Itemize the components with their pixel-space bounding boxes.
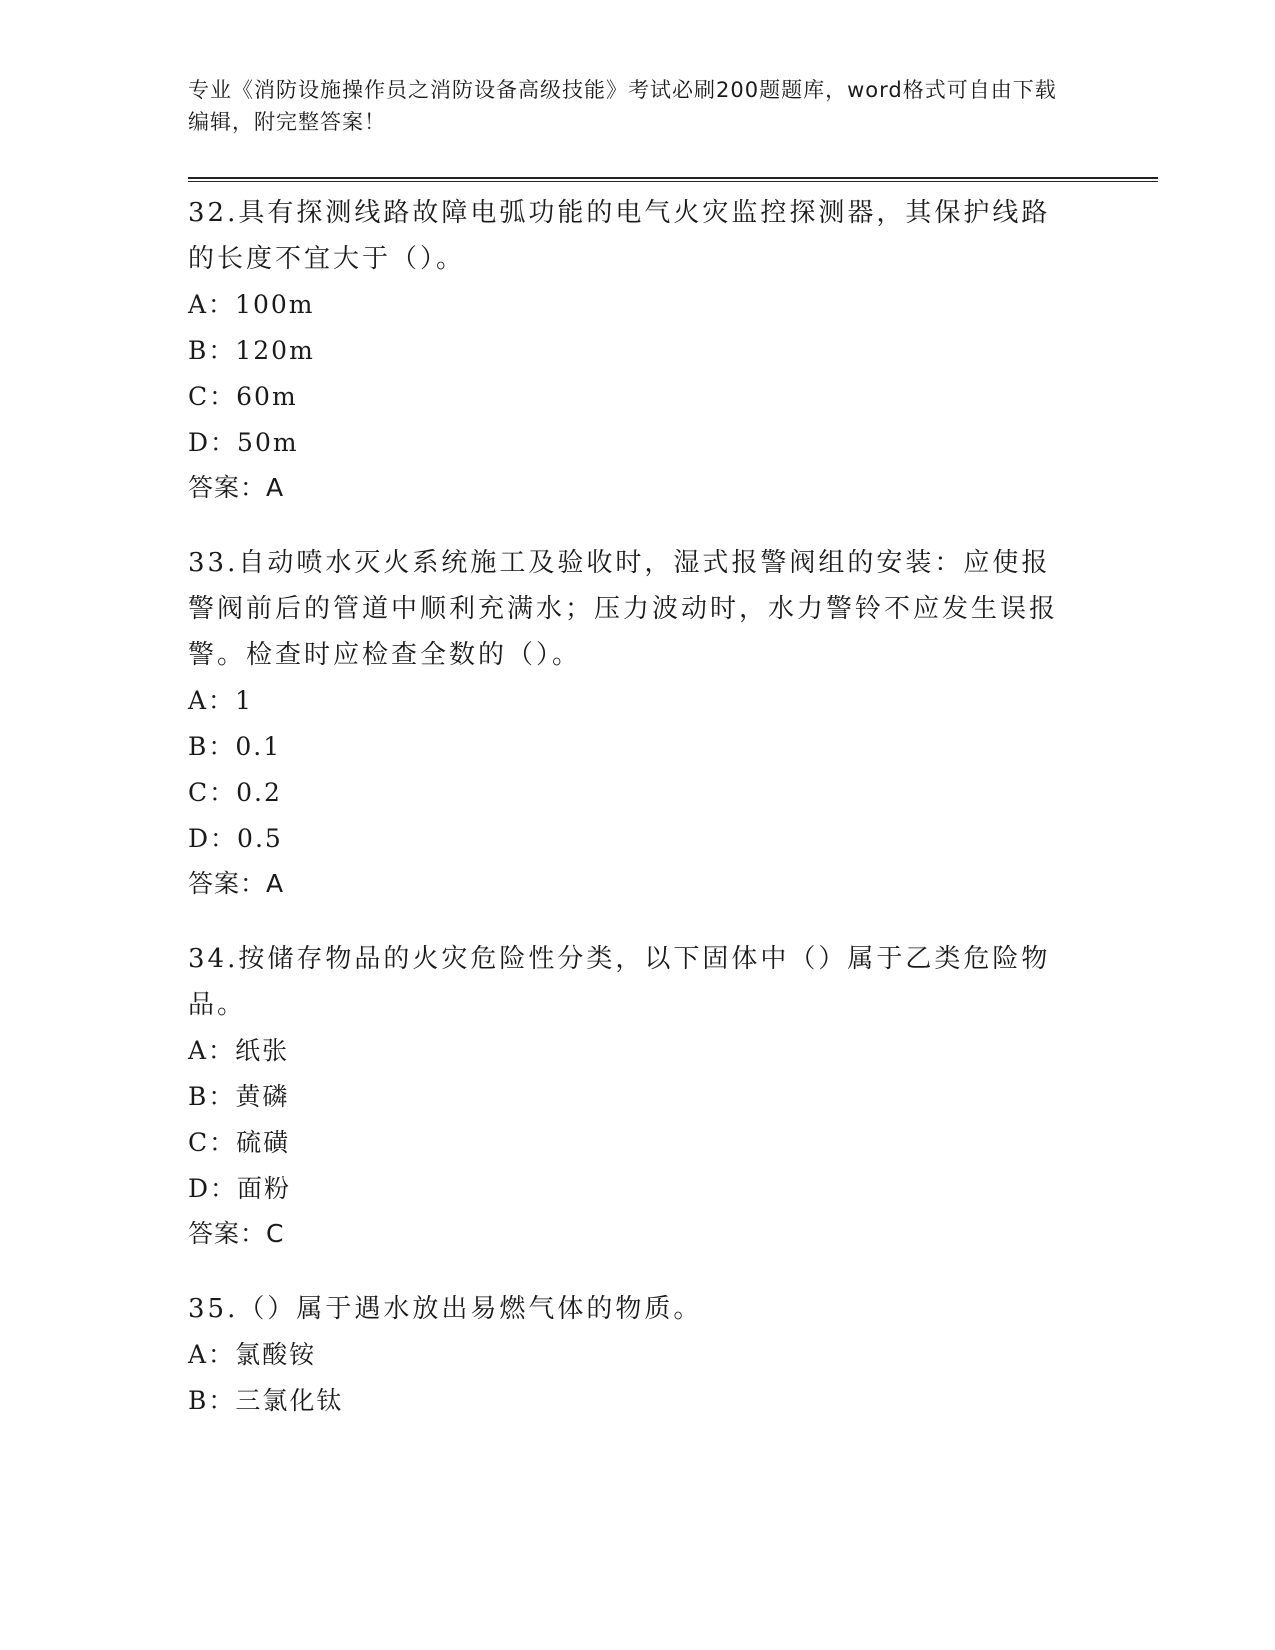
answer: 答案：C <box>188 1219 285 1248</box>
option-a <box>188 678 1088 724</box>
header-divider <box>188 177 1158 182</box>
option-key: B： <box>188 1386 236 1415</box>
question-list <box>188 190 1088 1454</box>
option-a <box>188 1028 1088 1074</box>
option-key: C： <box>188 382 237 411</box>
option-text: 面粉 <box>237 1174 292 1203</box>
option-c <box>188 374 1088 420</box>
option-text: 硫磺 <box>236 1128 291 1157</box>
option-text: 0.2 <box>236 778 282 807</box>
option-key: A： <box>188 290 236 319</box>
question-35 <box>188 1286 1088 1424</box>
option-c <box>188 1120 1088 1166</box>
option-key: C： <box>188 778 237 807</box>
option-text: 三氯化钛 <box>235 1386 344 1415</box>
option-d <box>188 420 1088 466</box>
option-key: C： <box>188 1128 237 1157</box>
answer: 答案：A <box>188 473 285 502</box>
option-key: A： <box>188 1340 236 1369</box>
option-text: 60m <box>236 382 298 411</box>
option-text: 氯酸铵 <box>235 1340 317 1369</box>
option-text: 120m <box>235 336 315 365</box>
question-32 <box>188 190 1088 510</box>
option-b <box>188 1378 1088 1424</box>
question-stem: 33.自动喷水灭火系统施工及验收时，湿式报警阀组的安装：应使报警阀前后的管道中顺利充满水；压力波动时，水力警铃不应发生误报警。检查时应检查全数的（）。 <box>188 548 1059 670</box>
question-34 <box>188 936 1088 1256</box>
option-key: A： <box>188 686 236 715</box>
question-stem: 32.具有探测线路故障电弧功能的电气火灾监控探测器，其保护线路的长度不宜大于（）。 <box>188 198 1051 274</box>
question-stem: 34.按储存物品的火灾危险性分类，以下固体中（）属于乙类危险物品。 <box>188 944 1051 1020</box>
question-33 <box>188 540 1088 906</box>
option-d <box>188 816 1088 862</box>
option-key: B： <box>188 732 236 761</box>
option-key: B： <box>188 336 236 365</box>
option-key: A： <box>188 1036 236 1065</box>
option-key: D： <box>188 428 238 457</box>
option-b <box>188 724 1088 770</box>
option-key: D： <box>188 1174 238 1203</box>
document-header: 专业《消防设施操作员之消防设备高级技能》考试必刷200题题库，word格式可自由下载编辑，附完整答案！ <box>188 78 1057 134</box>
option-text: 黄磷 <box>235 1082 290 1111</box>
option-key: D： <box>188 824 238 853</box>
option-text: 纸张 <box>235 1036 290 1065</box>
option-text: 0.1 <box>235 732 282 761</box>
option-key: B： <box>188 1082 236 1111</box>
option-a <box>188 1332 1088 1378</box>
option-text: 1 <box>235 686 253 715</box>
option-c <box>188 770 1088 816</box>
option-d <box>188 1166 1088 1212</box>
question-stem: 35.（）属于遇水放出易燃气体的物质。 <box>188 1294 703 1324</box>
option-text: 0.5 <box>237 824 283 853</box>
option-text: 50m <box>237 428 299 457</box>
option-text: 100m <box>235 290 315 319</box>
option-a <box>188 282 1088 328</box>
answer: 答案：A <box>188 869 285 898</box>
option-b <box>188 1074 1088 1120</box>
option-b <box>188 328 1088 374</box>
